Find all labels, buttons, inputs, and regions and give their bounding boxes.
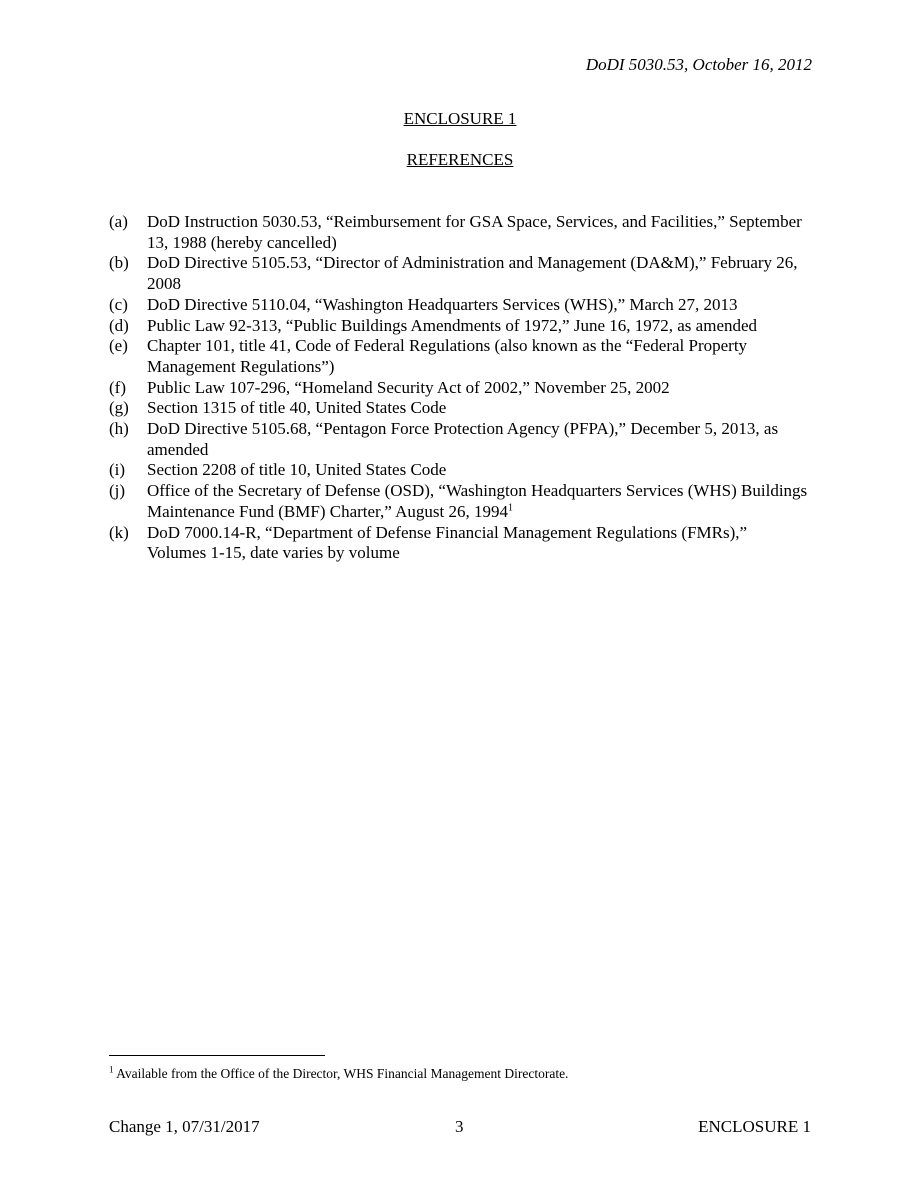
reference-text: Section 2208 of title 10, United States Code — [147, 460, 447, 480]
reference-text: DoD Directive 5105.53, “Director of Administration and Management (DA&M),” February 26, 2008 — [147, 253, 798, 294]
footnote-mark: 1 — [109, 1064, 114, 1075]
footer-enclosure-label: ENCLOSURE 1 — [698, 1117, 811, 1136]
reference-item — [109, 253, 809, 294]
reference-item — [109, 316, 809, 337]
footer-page-number: 3 — [455, 1117, 464, 1136]
footnote-divider — [109, 1055, 325, 1056]
reference-letter: (f) — [109, 377, 126, 397]
footnote — [109, 1066, 568, 1082]
references-list — [109, 212, 809, 564]
footnote-reference-mark: 1 — [508, 502, 513, 514]
reference-text: Chapter 101, title 41, Code of Federal Regulations (also known as the “Federal Property Management Regulations”) — [147, 336, 748, 376]
reference-letter: (k) — [109, 522, 129, 542]
footer-change-date: Change 1, 07/31/2017 — [109, 1117, 260, 1136]
reference-text: DoD Directive 5110.04, “Washington Headquarters Services (WHS),” March 27, 2013 — [147, 294, 738, 314]
reference-letter: (g) — [109, 398, 129, 418]
reference-item — [109, 336, 809, 377]
references-title: REFERENCES — [406, 150, 514, 169]
reference-text: DoD Directive 5105.68, “Pentagon Force Protection Agency (PFPA),” December 5, 2013, as amended — [147, 419, 779, 459]
reference-letter: (h) — [109, 419, 129, 439]
reference-item — [109, 295, 809, 316]
enclosure-title: ENCLOSURE 1 — [403, 109, 517, 128]
reference-item — [109, 523, 809, 564]
reference-item — [109, 419, 809, 460]
reference-text: DoD Instruction 5030.53, “Reimbursement for GSA Space, Services, and Facilities,” September 13, 1988 (hereby cancelled) — [147, 212, 802, 252]
reference-text-body: Office of the Secretary of Defense (OSD), “Washington Headquarters Services (WHS) Buildings Maintenance Fund (BMF) Charter,” August 26, 1994 — [147, 481, 808, 521]
header-doc-id: DoDI 5030.53, October 16, 2012 — [585, 55, 812, 74]
reference-letter: (i) — [109, 460, 126, 480]
reference-letter: (b) — [109, 253, 129, 273]
reference-letter: (j) — [109, 481, 126, 501]
reference-item — [109, 378, 809, 399]
reference-item — [109, 481, 809, 522]
reference-item — [109, 460, 809, 481]
reference-letter: (a) — [109, 212, 128, 231]
reference-text: Section 1315 of title 40, United States Code — [147, 398, 447, 418]
reference-text: DoD 7000.14-R, “Department of Defense Financial Management Regulations (FMRs),” Volumes 1-15, date varies by volume — [147, 522, 748, 563]
reference-item — [109, 398, 809, 419]
reference-text: Public Law 92-313, “Public Buildings Amendments of 1972,” June 16, 1972, as amended — [147, 315, 758, 335]
reference-letter: (e) — [109, 336, 128, 356]
reference-text: Public Law 107-296, “Homeland Security Act of 2002,” November 25, 2002 — [147, 377, 670, 397]
reference-text — [147, 481, 809, 522]
footnote-text: Available from the Office of the Director, WHS Financial Management Directorate. — [116, 1066, 569, 1081]
reference-item — [109, 212, 809, 253]
reference-letter: (c) — [109, 294, 128, 314]
reference-letter: (d) — [109, 315, 129, 335]
